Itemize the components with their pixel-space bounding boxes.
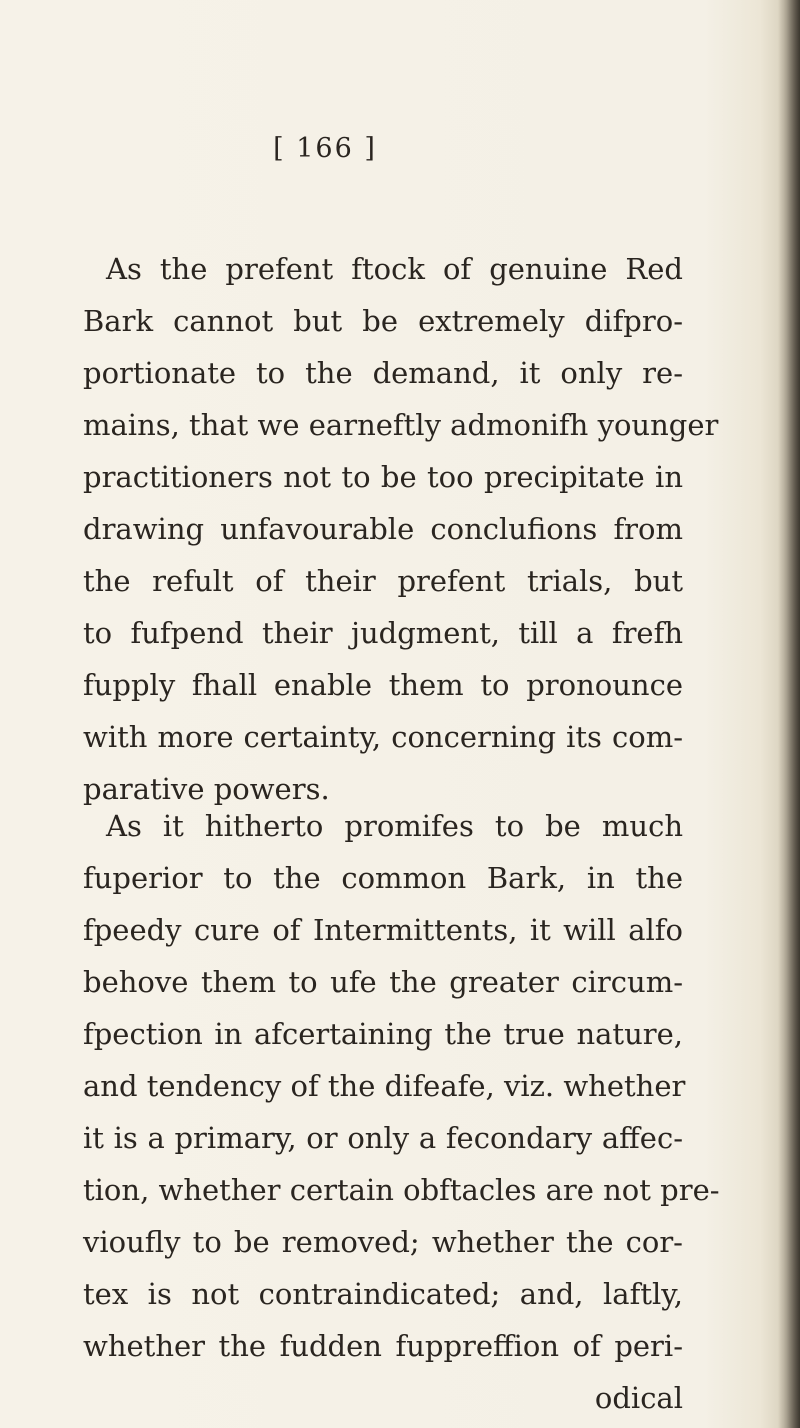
text-line: vioufly to be removed; whether the cor- bbox=[83, 1225, 683, 1259]
text-line: fupply fhall enable them to pronounce bbox=[83, 668, 683, 702]
text-line: fpection in afcertaining the true nature, bbox=[83, 1017, 683, 1051]
catchword: odical bbox=[594, 1381, 683, 1415]
text-line: parative powers. bbox=[83, 772, 330, 806]
text-line: portionate to the demand, it only re- bbox=[83, 356, 683, 390]
text-line: drawing unfavourable conclufions from bbox=[83, 512, 683, 546]
text-line: practitioners not to be too precipitate in bbox=[83, 460, 683, 494]
text-line: it is a primary, or only a fecondary affec- bbox=[83, 1121, 683, 1155]
text-line: whether the fudden fuppreffion of peri- bbox=[83, 1329, 683, 1363]
page-number: [ 166 ] bbox=[273, 133, 377, 164]
text-line: fuperior to the common Bark, in the bbox=[83, 861, 683, 895]
text-line: tion, whether certain obftacles are not pre- bbox=[83, 1173, 720, 1207]
text-line: fpeedy cure of Intermittents, it will alfo bbox=[83, 913, 683, 947]
page-binding-edge bbox=[778, 0, 800, 1428]
text-line: mains, that we earneftly admonifh younger bbox=[83, 408, 719, 442]
text-line: As the prefent ftock of genuine Red bbox=[106, 252, 683, 286]
text-line: Bark cannot but be extremely difpro- bbox=[83, 304, 683, 338]
paragraph-2 bbox=[83, 800, 720, 1424]
paragraph-1 bbox=[83, 243, 719, 815]
text-line: to fufpend their judgment, till a frefh bbox=[83, 616, 683, 650]
text-line: As it hitherto promifes to be much bbox=[106, 809, 683, 843]
text-line: tex is not contraindicated; and, laftly, bbox=[83, 1277, 683, 1311]
text-line: behove them to ufe the greater circum- bbox=[83, 965, 683, 999]
text-line: and tendency of the difeafe, viz. whether bbox=[83, 1069, 686, 1103]
text-line: the refult of their prefent trials, but bbox=[83, 564, 683, 598]
text-line: with more certainty, concerning its com- bbox=[83, 720, 683, 754]
